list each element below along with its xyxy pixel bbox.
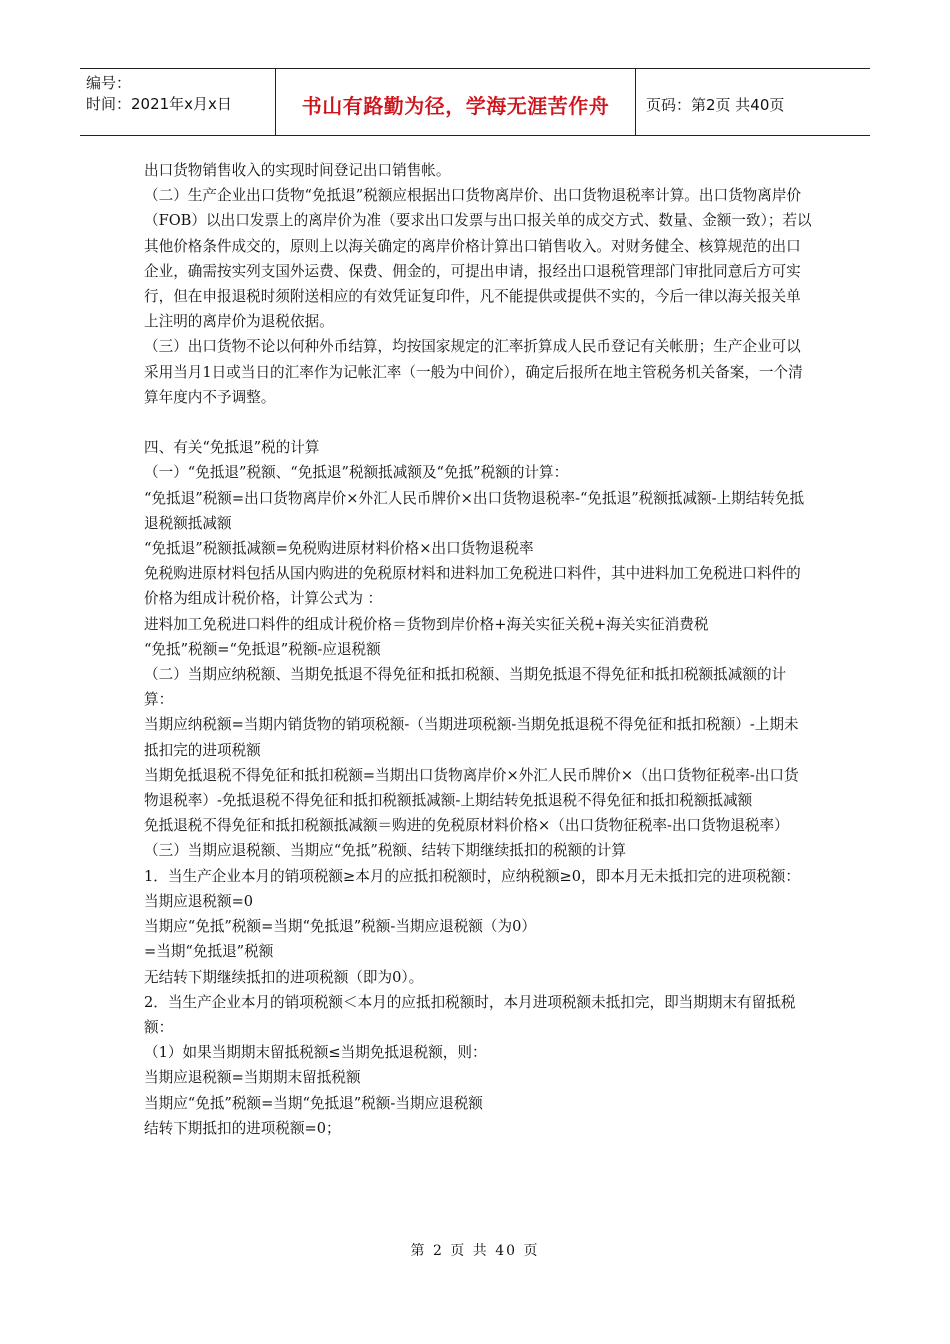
formula: 当期应“免抵”税额=当期“免抵退”税额-当期应退税额（为0） <box>144 918 536 936</box>
formula: “免抵退”税额=出口货物离岸价×外汇人民币牌价×出口货物退税率-“免抵退”税额抵减额-上期结转免抵退税额抵减额 <box>144 489 805 532</box>
document-body <box>144 158 812 1141</box>
paragraph: 2．当生产企业本月的销项税额＜本月的应抵扣税额时，本月进项税额未抵扣完，即当期期末有留抵税额： <box>144 993 796 1036</box>
paragraph: （一）“免抵退”税额、“免抵退”税额抵减额及“免抵”税额的计算： <box>144 464 569 482</box>
paragraph: （二）当期应纳税额、当期免抵退不得免征和抵扣税额、当期免抵退不得免征和抵扣税额抵减额的计算： <box>144 666 787 709</box>
formula: 当期应退税额=当期期末留抵税额 <box>144 1069 361 1087</box>
paragraph: （二）生产企业出口货物“免抵退”税额应根据出口货物离岸价、出口货物退税率计算。出口货物离岸价（FOB）以出口发票上的离岸价为准（要求出口发票与出口报关单的成交方式、数量、金额一致）；若以其他价格条件成交的，原则上以海关确定的离岸价格计算出口销售收入。对财务健全、核算规范的出口企业，确需按实列支国外运费、保费、佣金的，可提出申请，报经出口退税管理部门审批同意后方可实行，但在申报退税时须附送相应的有效凭证复印件，凡不能提供或提供不实的，今后一律以海关报关单上注明的离岸价为退税依据。 <box>144 187 812 331</box>
document-date: 时间：2021年x月x日 <box>86 95 232 113</box>
document-code-label: 编号： <box>86 74 132 92</box>
paragraph: 免税购进原材料包括从国内购进的免税原材料和进料加工免税进口料件，其中进料加工免税进口料件的价格为组成计税价格，计算公式为 ： <box>144 565 801 608</box>
formula: “免抵”税额=“免抵退”税额-应退税额 <box>144 640 381 658</box>
header-motto: 书山有路勤为径，学海无涯苦作舟 <box>276 69 636 135</box>
paragraph: 1．当生产企业本月的销项税额≥本月的应抵扣税额时，应纳税额≥0，即本月无未抵扣完的进项税额： <box>144 867 800 885</box>
paragraph: （三）出口货物不论以何种外币结算，均按国家规定的汇率折算成人民币登记有关帐册；生产企业可以采用当月1日或当日的汇率作为记帐汇率（一般为中间价），确定后报所在地主管税务机关备案，一个清算年度内不予调整。 <box>144 338 803 406</box>
formula: “免抵退”税额抵减额=免税购进原材料价格×出口货物退税率 <box>144 540 534 558</box>
paragraph: 出口货物销售收入的实现时间登记出口销售帐。 <box>144 162 451 179</box>
formula: 当期应退税额=0 <box>144 892 254 910</box>
paragraph: （1）如果当期期末留抵税额≤当期免抵退税额，则： <box>144 1044 487 1062</box>
paragraph: 无结转下期继续抵扣的进项税额（即为0）。 <box>144 968 424 986</box>
formula: 结转下期抵扣的进项税额=0； <box>144 1119 341 1137</box>
formula: 当期应纳税额=当期内销货物的销项税额-（当期进项税额-当期免抵退税不得免征和抵扣税额）-上期未抵扣完的进项税额 <box>144 716 799 759</box>
header-page-info: 页码：第2页 共40页 <box>646 95 785 114</box>
paragraph: （三）当期应退税额、当期应“免抵”税额、结转下期继续抵扣的税额的计算 <box>144 842 626 860</box>
formula: 当期免抵退税不得免征和抵扣税额=当期出口货物离岸价×外汇人民币牌价×（出口货物征税率-出口货物退税率）-免抵退税不得免征和抵扣税额抵减额-上期结转免抵退税不得免征和抵扣税额抵减额 <box>144 766 799 810</box>
formula: =当期“免抵退”税额 <box>144 943 274 961</box>
section-heading: 四、有关“免抵退”税的计算 <box>144 439 320 457</box>
page-footer: 第 2 页 共 40 页 <box>410 1243 540 1259</box>
formula: 当期应“免抵”税额=当期“免抵退”税额-当期应退税额 <box>144 1094 483 1112</box>
formula: 免抵退税不得免征和抵扣税额抵减额＝购进的免税原材料价格×（出口货物征税率-出口货物退税率） <box>144 817 789 835</box>
page-header <box>80 68 870 136</box>
blank-line <box>144 410 812 435</box>
header-meta <box>80 69 276 135</box>
formula: 进料加工免税进口料件的组成计税价格＝货物到岸价格+海关实征关税+海关实征消费税 <box>144 615 709 633</box>
